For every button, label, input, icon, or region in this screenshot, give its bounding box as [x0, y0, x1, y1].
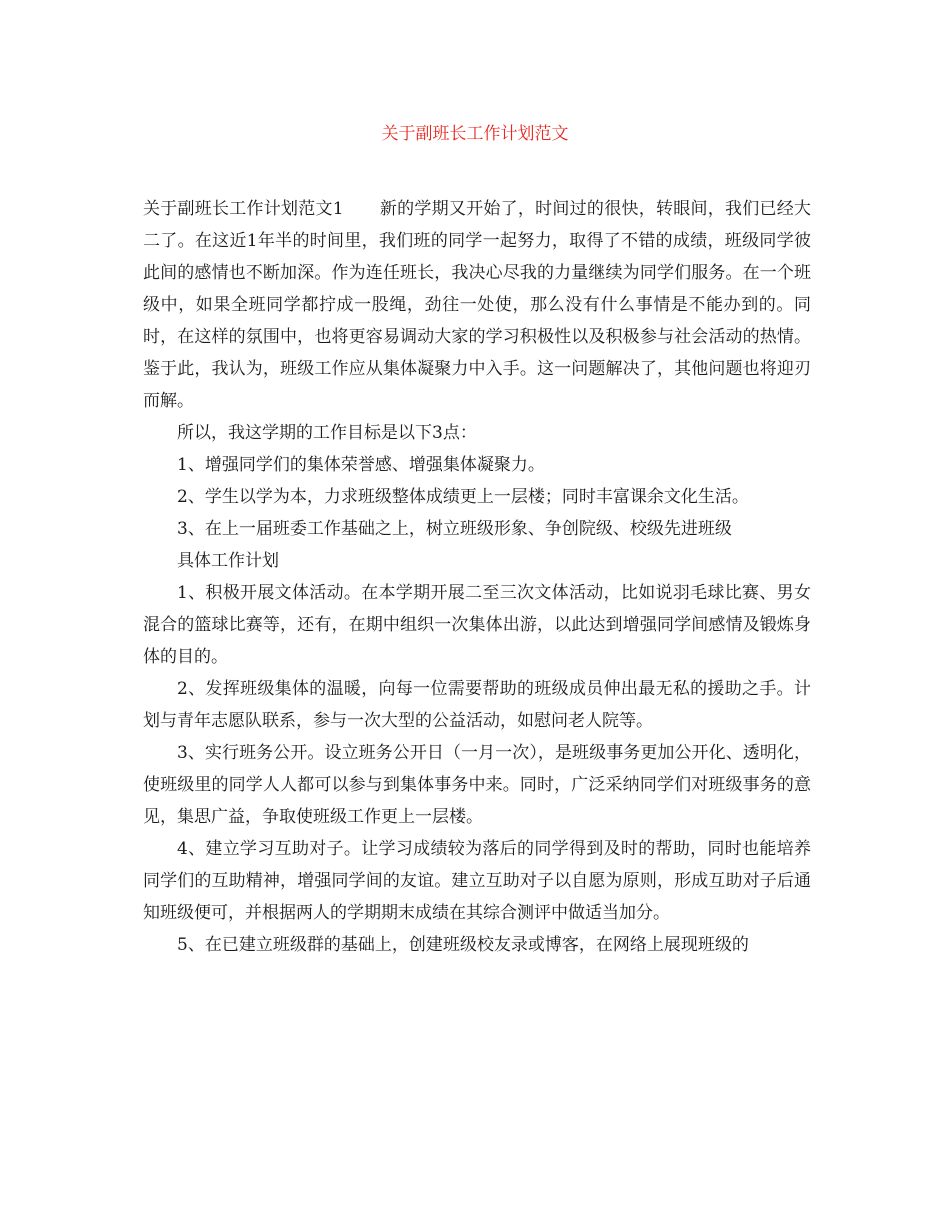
plan-item: 3、实行班务公开。设立班务公开日（一月一次），是班级事务更加公开化、透明化，使班级里的同学人人都可以参与到集体事务中来。同时，广泛采纳同学们对班级事务的意见，集思广益，争取使班级工作更上一层楼。 — [143, 743, 811, 827]
goals-intro-paragraph: 所以，我这学期的工作目标是以下3点： — [177, 423, 477, 443]
plan-item: 1、积极开展文体活动。在本学期开展二至三次文体活动，比如说羽毛球比赛、男女混合的篮球比赛等，还有，在期中组织一次集体出游，以此达到增强同学间感情及锻炼身体的目的。 — [143, 583, 811, 667]
plan-item: 5、在已建立班级群的基础上，创建班级校友录或博客，在网络上展现班级的 — [177, 935, 749, 955]
goal-item: 3、在上一届班委工作基础之上，树立班级形象、争创院级、校级先进班级 — [177, 519, 732, 539]
section-heading: 具体工作计划 — [177, 551, 279, 571]
plan-item: 4、建立学习互助对子。让学习成绩较为落后的同学得到及时的帮助，同时也能培养同学们的互助精神，增强同学间的友谊。建立互助对子以自愿为原则，形成互助对子后通知班级便可，并根据两人的学期期末成绩在其综合测评中做适当加分。 — [143, 839, 811, 923]
goal-item: 2、学生以学为本，力求班级整体成绩更上一层楼；同时丰富课余文化生活。 — [177, 487, 749, 507]
plan-item: 2、发挥班级集体的温暖，向每一位需要帮助的班级成员伸出最无私的援助之手。计划与青年志愿队联系，参与一次大型的公益活动，如慰问老人院等。 — [143, 679, 811, 731]
document-body — [143, 193, 811, 961]
intro-label: 关于副班长工作计划范文1 — [143, 199, 344, 219]
intro-paragraph — [143, 193, 811, 417]
paragraph-text: 新的学期又开始了，时间过的很快，转眼间，我们已经大二了。在这近1年半的时间里，我们班的同学一起努力，取得了不错的成绩，班级同学彼此间的感情也不断加深。作为连任班长，我决心尽我的力量继续为同学们服务。在一个班级中，如果全班同学都拧成一股绳，劲往一处使，那么没有什么事情是不能办到的。同时，在这样的氛围中，也将更容易调动大家的学习积极性以及积极参与社会活动的热情。鉴于此，我认为，班级工作应从集体凝聚力中入手。这一问题解决了，其他问题也将迎刃而解。 — [143, 199, 811, 411]
goal-item: 1、增强同学们的集体荣誉感、增强集体凝聚力。 — [177, 455, 545, 475]
document-title: 关于副班长工作计划范文 — [381, 124, 569, 144]
